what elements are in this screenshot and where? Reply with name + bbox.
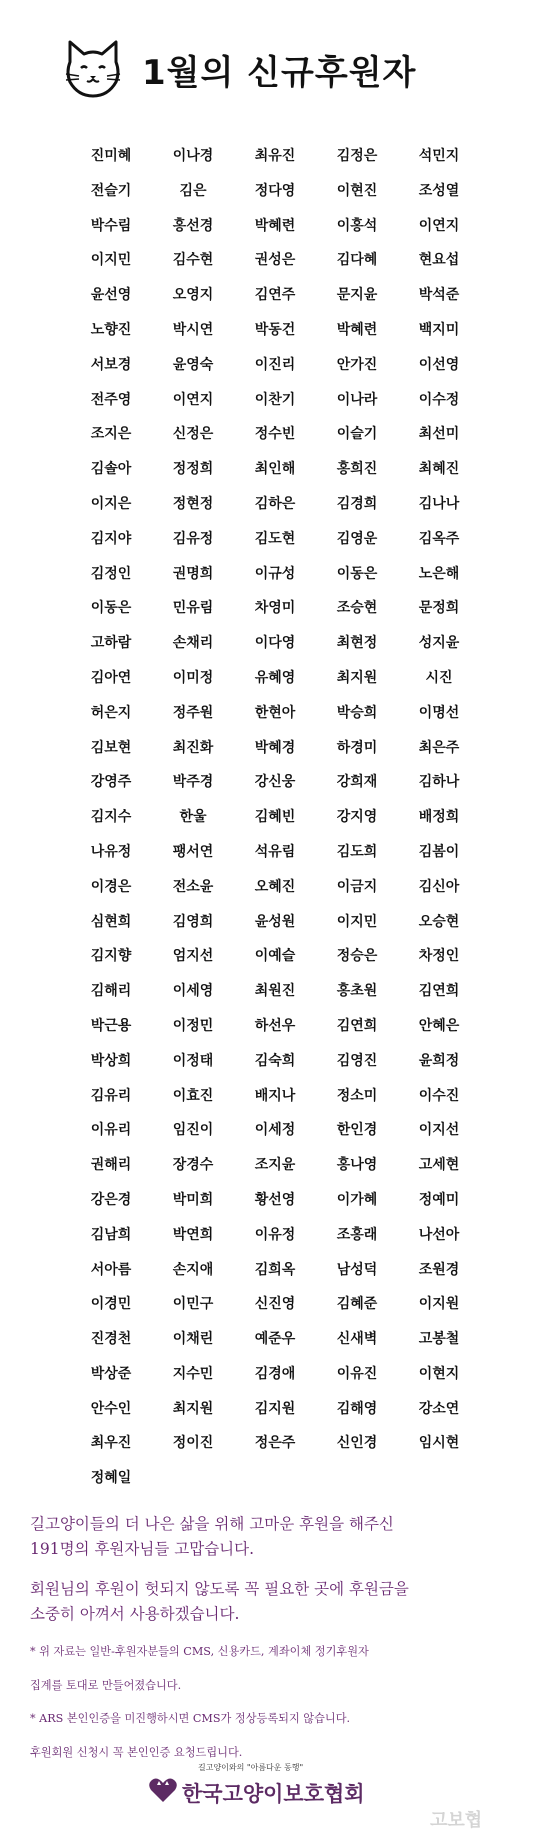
donor-name: 현요섭 bbox=[418, 252, 460, 269]
donor-name: 이동은 bbox=[336, 565, 378, 582]
donor-name: 이효진 bbox=[172, 1087, 214, 1104]
name-row bbox=[70, 807, 480, 842]
donor-name: 박혜련 bbox=[254, 217, 296, 234]
donor-name: 김경애 bbox=[254, 1365, 296, 1382]
donor-name: 이유리 bbox=[90, 1122, 132, 1139]
donor-name: 이연지 bbox=[172, 391, 214, 408]
name-row bbox=[70, 1190, 480, 1225]
message-line: 회원님의 후원이 헛되지 않도록 꼭 필요한 곳에 후원금을 bbox=[30, 1580, 409, 1598]
footer-tagline: 길고양이와의 "아름다운 동행" bbox=[198, 1763, 304, 1772]
donor-name: 김숙희 bbox=[254, 1052, 296, 1069]
donor-name: 조승현 bbox=[336, 600, 378, 617]
donor-name: 나유정 bbox=[90, 843, 132, 860]
donor-name: 김수현 bbox=[172, 252, 214, 269]
donor-name: 정혜일 bbox=[90, 1470, 132, 1487]
name-row bbox=[70, 494, 480, 529]
donor-name: 이세정 bbox=[254, 1122, 296, 1139]
donor-name: 민유림 bbox=[172, 600, 214, 617]
donor-name: 박혜경 bbox=[254, 739, 296, 756]
donor-name: 정주원 bbox=[172, 704, 214, 721]
header bbox=[62, 34, 482, 104]
donor-name: 팽서연 bbox=[172, 843, 214, 860]
donor-name: 신새벽 bbox=[336, 1331, 378, 1348]
donor-name: 김지원 bbox=[254, 1400, 296, 1417]
donor-name: 엄지선 bbox=[172, 948, 214, 965]
donor-name: 조지윤 bbox=[254, 1157, 296, 1174]
donor-name: 최은주 bbox=[418, 739, 460, 756]
donor-name: 이나라 bbox=[336, 391, 378, 408]
name-row bbox=[70, 355, 480, 390]
note-line: 후원회원 신청시 꼭 본인인증 요청드립니다. bbox=[30, 1746, 243, 1759]
donor-name: 시진 bbox=[425, 669, 453, 686]
donor-name: 임시현 bbox=[418, 1435, 460, 1452]
donor-name: 김희옥 bbox=[254, 1261, 296, 1278]
donor-name: 고세현 bbox=[418, 1157, 460, 1174]
donor-name: 홍초원 bbox=[336, 983, 378, 1000]
donor-name: 박주경 bbox=[172, 774, 214, 791]
donor-name: 이지민 bbox=[336, 913, 378, 930]
donor-name: 윤성원 bbox=[254, 913, 296, 930]
name-row bbox=[70, 146, 480, 181]
donor-name: 이현진 bbox=[336, 182, 378, 199]
donor-name: 최우진 bbox=[90, 1435, 132, 1452]
donor-name: 황선영 bbox=[254, 1191, 296, 1208]
donor-name: 신정은 bbox=[172, 426, 214, 443]
donor-name: 최인해 bbox=[254, 461, 296, 478]
donor-name: 김영진 bbox=[336, 1052, 378, 1069]
donor-name: 박혜련 bbox=[336, 321, 378, 338]
donor-name: 안수인 bbox=[90, 1400, 132, 1417]
name-row bbox=[70, 1016, 480, 1051]
donor-name: 배정희 bbox=[418, 809, 460, 826]
donor-name: 김다혜 bbox=[336, 252, 378, 269]
name-row bbox=[70, 772, 480, 807]
donor-name: 오영지 bbox=[172, 287, 214, 304]
donor-name: 문지윤 bbox=[336, 287, 378, 304]
name-row bbox=[70, 529, 480, 564]
donor-name: 최지원 bbox=[336, 669, 378, 686]
donor-name: 박시연 bbox=[172, 321, 214, 338]
name-row bbox=[70, 1364, 480, 1399]
donor-name: 김경희 bbox=[336, 495, 378, 512]
donor-name: 강영주 bbox=[90, 774, 132, 791]
donor-name: 김연희 bbox=[418, 983, 460, 1000]
donor-name: 이현지 bbox=[418, 1365, 460, 1382]
donor-name: 박상준 bbox=[90, 1365, 132, 1382]
donor-name: 신인경 bbox=[336, 1435, 378, 1452]
donor-name: 이정민 bbox=[172, 1017, 214, 1034]
donor-name: 이예슬 bbox=[254, 948, 296, 965]
donor-name: 윤선영 bbox=[90, 287, 132, 304]
donor-name: 석민지 bbox=[418, 148, 460, 164]
donor-name: 오승현 bbox=[418, 913, 460, 930]
donor-name: 김하나 bbox=[418, 774, 460, 791]
donor-name: 박석준 bbox=[418, 287, 460, 304]
donor-name: 김도희 bbox=[336, 843, 378, 860]
donor-name: 최진화 bbox=[172, 739, 214, 756]
donor-name: 임진이 bbox=[172, 1122, 214, 1139]
donor-name: 김나나 bbox=[418, 495, 460, 512]
donor-name: 김정인 bbox=[90, 565, 132, 582]
donor-name: 성지윤 bbox=[418, 635, 460, 652]
donor-name: 강지영 bbox=[336, 809, 378, 826]
donor-name: 진경천 bbox=[90, 1331, 132, 1348]
cat-face-icon bbox=[62, 38, 124, 100]
donor-name: 안가진 bbox=[336, 356, 378, 373]
donor-name: 권성은 bbox=[254, 252, 296, 269]
donor-name: 고봉철 bbox=[418, 1331, 460, 1348]
donor-name: 이홍석 bbox=[336, 217, 378, 234]
donor-name: 이수정 bbox=[418, 391, 460, 408]
donor-name: 이지은 bbox=[90, 495, 132, 512]
donor-name: 이선영 bbox=[418, 356, 460, 373]
donor-name: 이지선 bbox=[418, 1122, 460, 1139]
donor-name: 이수진 bbox=[418, 1087, 460, 1104]
donor-name: 오혜진 bbox=[254, 878, 296, 895]
donor-name: 홍희진 bbox=[336, 461, 378, 478]
donor-name: 남성덕 bbox=[336, 1261, 378, 1278]
organization-name: 한국고양이보호협회 bbox=[182, 1782, 365, 1806]
donor-name: 신진영 bbox=[254, 1296, 296, 1313]
donor-name: 한인경 bbox=[336, 1122, 378, 1139]
donor-name: 강은경 bbox=[90, 1191, 132, 1208]
donor-name: 김솔아 bbox=[90, 461, 132, 478]
donor-name: 김영희 bbox=[172, 913, 214, 930]
donor-name: 김옥주 bbox=[418, 530, 460, 547]
donor-name: 장경수 bbox=[172, 1157, 214, 1174]
donor-name: 하경미 bbox=[336, 739, 378, 756]
donor-name: 정은주 bbox=[254, 1435, 296, 1452]
donor-name-grid bbox=[70, 146, 480, 1503]
donor-name: 진미혜 bbox=[90, 148, 132, 164]
donor-name: 이슬기 bbox=[336, 426, 378, 443]
name-row bbox=[70, 320, 480, 355]
donor-name: 이지민 bbox=[90, 252, 132, 269]
donor-name: 박미희 bbox=[172, 1191, 214, 1208]
donor-name: 이가혜 bbox=[336, 1191, 378, 1208]
name-row bbox=[70, 981, 480, 1016]
donor-name: 나선아 bbox=[418, 1226, 460, 1243]
donor-name: 권명희 bbox=[172, 565, 214, 582]
donor-name: 이나경 bbox=[172, 148, 214, 164]
thank-you-message bbox=[30, 1512, 520, 1762]
name-row bbox=[70, 1225, 480, 1260]
donor-name: 이지원 bbox=[418, 1296, 460, 1313]
donor-name: 서아름 bbox=[90, 1261, 132, 1278]
name-row bbox=[70, 216, 480, 251]
donor-name: 이규성 bbox=[254, 565, 296, 582]
donor-name: 박근용 bbox=[90, 1017, 132, 1034]
name-row bbox=[70, 390, 480, 425]
donor-name: 김아연 bbox=[90, 669, 132, 686]
name-row bbox=[70, 459, 480, 494]
donor-name: 김유리 bbox=[90, 1087, 132, 1104]
donor-name: 유혜영 bbox=[254, 669, 296, 686]
donor-name: 박연희 bbox=[172, 1226, 214, 1243]
donor-name: 차영미 bbox=[254, 600, 296, 617]
donor-name: 김연희 bbox=[336, 1017, 378, 1034]
donor-name: 문정희 bbox=[418, 600, 460, 617]
donor-name: 박수림 bbox=[90, 217, 132, 234]
message-line: 소중히 아껴서 사용하겠습니다. bbox=[30, 1605, 240, 1623]
donor-name: 이세영 bbox=[172, 983, 214, 1000]
note-line: * 위 자료는 일반-후원자분들의 CMS, 신용카드, 계좌이체 정기후원자 bbox=[30, 1645, 369, 1658]
name-row bbox=[70, 181, 480, 216]
name-row bbox=[70, 250, 480, 285]
donor-name: 김해리 bbox=[90, 983, 132, 1000]
page-title: 1월의 신규후원자 bbox=[142, 52, 417, 93]
donor-name: 박승희 bbox=[336, 704, 378, 721]
name-row bbox=[70, 842, 480, 877]
donor-name: 이유진 bbox=[336, 1365, 378, 1382]
donor-name: 허은지 bbox=[90, 704, 132, 721]
donor-name: 이유정 bbox=[254, 1226, 296, 1243]
donor-name: 홍선경 bbox=[172, 217, 214, 234]
donor-name: 이경민 bbox=[90, 1296, 132, 1313]
donor-name: 김혜준 bbox=[336, 1296, 378, 1313]
name-row bbox=[70, 738, 480, 773]
name-row bbox=[70, 564, 480, 599]
name-row bbox=[70, 1399, 480, 1434]
donor-name: 이진리 bbox=[254, 356, 296, 373]
donor-name: 김신아 bbox=[418, 878, 460, 895]
donor-name: 최현정 bbox=[336, 635, 378, 652]
donor-name: 하선우 bbox=[254, 1017, 296, 1034]
donor-name: 김지향 bbox=[90, 948, 132, 965]
donor-name: 손채리 bbox=[172, 635, 214, 652]
watermark: 고보협 bbox=[430, 1810, 483, 1831]
donor-name: 윤영숙 bbox=[172, 356, 214, 373]
donor-name: 정수빈 bbox=[254, 426, 296, 443]
donor-name: 김보현 bbox=[90, 739, 132, 756]
donor-name: 전주영 bbox=[90, 391, 132, 408]
donor-name: 최원진 bbox=[254, 983, 296, 1000]
donor-name: 안혜은 bbox=[418, 1017, 460, 1034]
message-line: 길고양이들의 더 나은 삶을 위해 고마운 후원을 해주신 bbox=[30, 1515, 394, 1533]
donor-name: 김해영 bbox=[336, 1400, 378, 1417]
donor-name: 고하람 bbox=[90, 635, 132, 652]
donor-name: 김혜빈 bbox=[254, 809, 296, 826]
donor-name: 최혜진 bbox=[418, 461, 460, 478]
donor-name: 김남희 bbox=[90, 1226, 132, 1243]
donor-name: 이다영 bbox=[254, 635, 296, 652]
donor-name: 정승은 bbox=[336, 948, 378, 965]
donor-name: 이미정 bbox=[172, 669, 214, 686]
donor-name: 김은 bbox=[179, 182, 207, 199]
name-row bbox=[70, 703, 480, 738]
donor-name: 이경은 bbox=[90, 878, 132, 895]
donor-name: 윤희정 bbox=[418, 1052, 460, 1069]
donor-name: 조성열 bbox=[418, 182, 460, 199]
donor-name: 권해리 bbox=[90, 1157, 132, 1174]
donor-name: 이금지 bbox=[336, 878, 378, 895]
donor-name: 이민구 bbox=[172, 1296, 214, 1313]
donor-name: 박동건 bbox=[254, 321, 296, 338]
donor-name: 조홍래 bbox=[336, 1226, 378, 1243]
donor-name: 홍나영 bbox=[336, 1157, 378, 1174]
donor-name: 석유림 bbox=[254, 843, 296, 860]
donor-name: 이동은 bbox=[90, 600, 132, 617]
donor-name: 이찬기 bbox=[254, 391, 296, 408]
name-row bbox=[70, 912, 480, 947]
message-line: 191명의 후원자님들 고맙습니다. bbox=[30, 1540, 255, 1558]
donor-name: 전슬기 bbox=[90, 182, 132, 199]
donor-name: 이명선 bbox=[418, 704, 460, 721]
note-line: * ARS 본인인증을 미진행하시면 CMS가 정상등록되지 않습니다. bbox=[30, 1712, 351, 1725]
note-line: 집계를 토대로 만들어졌습니다. bbox=[30, 1679, 182, 1692]
name-row bbox=[70, 668, 480, 703]
name-row bbox=[70, 598, 480, 633]
donor-name: 손지애 bbox=[172, 1261, 214, 1278]
donor-name: 노향진 bbox=[90, 321, 132, 338]
name-row bbox=[70, 1329, 480, 1364]
donor-name: 김정은 bbox=[336, 148, 378, 164]
donor-name: 이정태 bbox=[172, 1052, 214, 1069]
donor-name: 정이진 bbox=[172, 1435, 214, 1452]
donor-name: 정정희 bbox=[172, 461, 214, 478]
name-row bbox=[70, 1433, 480, 1468]
donor-name: 김하은 bbox=[254, 495, 296, 512]
donor-name: 강신웅 bbox=[254, 774, 296, 791]
name-row bbox=[70, 633, 480, 668]
donor-name: 최선미 bbox=[418, 426, 460, 443]
donor-name: 조원경 bbox=[418, 1261, 460, 1278]
name-row bbox=[70, 1468, 480, 1503]
name-row bbox=[70, 1086, 480, 1121]
donor-name: 서보경 bbox=[90, 356, 132, 373]
donor-name: 백지미 bbox=[418, 321, 460, 338]
donor-name: 배지나 bbox=[254, 1087, 296, 1104]
donor-name: 최지원 bbox=[172, 1400, 214, 1417]
name-row bbox=[70, 946, 480, 981]
donor-name: 정예미 bbox=[418, 1191, 460, 1208]
name-row bbox=[70, 285, 480, 320]
name-row bbox=[70, 877, 480, 912]
name-row bbox=[70, 1120, 480, 1155]
name-row bbox=[70, 1155, 480, 1190]
donor-name: 한현아 bbox=[254, 704, 296, 721]
donor-name: 이연지 bbox=[418, 217, 460, 234]
donor-name: 전소윤 bbox=[172, 878, 214, 895]
donor-name: 정현정 bbox=[172, 495, 214, 512]
donor-name: 정다영 bbox=[254, 182, 296, 199]
donor-name: 강소연 bbox=[418, 1400, 460, 1417]
name-row bbox=[70, 1294, 480, 1329]
donor-name: 지수민 bbox=[172, 1365, 214, 1382]
donor-name: 노은해 bbox=[418, 565, 460, 582]
donor-name: 김지수 bbox=[90, 809, 132, 826]
donor-name: 조지은 bbox=[90, 426, 132, 443]
name-row bbox=[70, 424, 480, 459]
donor-name: 김봄이 bbox=[418, 843, 460, 860]
heart-cat-logo-icon bbox=[148, 1776, 178, 1804]
organization-footer bbox=[148, 1762, 408, 1812]
donor-name: 김연주 bbox=[254, 287, 296, 304]
donor-name: 김영운 bbox=[336, 530, 378, 547]
donor-name: 김도현 bbox=[254, 530, 296, 547]
donor-name: 김지야 bbox=[90, 530, 132, 547]
donor-name: 한울 bbox=[179, 809, 207, 826]
donor-name: 이채린 bbox=[172, 1331, 214, 1348]
donor-name: 차정인 bbox=[418, 948, 460, 965]
donor-name: 김유정 bbox=[172, 530, 214, 547]
donor-name: 정소미 bbox=[336, 1087, 378, 1104]
name-row bbox=[70, 1260, 480, 1295]
donor-name: 최유진 bbox=[254, 148, 296, 164]
donor-name: 박상희 bbox=[90, 1052, 132, 1069]
donor-name: 강희재 bbox=[336, 774, 378, 791]
donor-name: 예준우 bbox=[254, 1331, 296, 1348]
donor-name: 심현희 bbox=[90, 913, 132, 930]
name-row bbox=[70, 1051, 480, 1086]
